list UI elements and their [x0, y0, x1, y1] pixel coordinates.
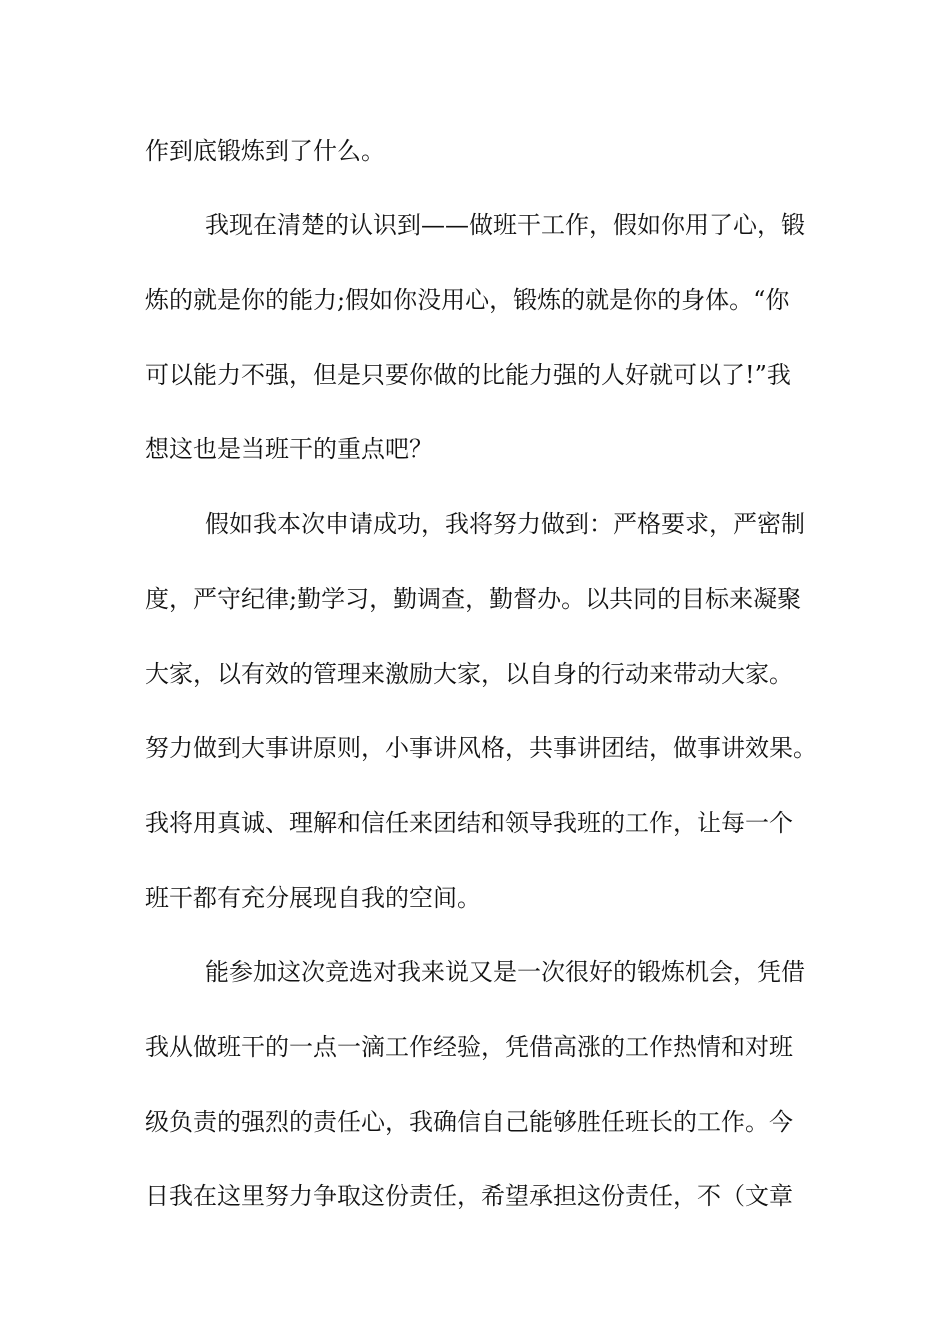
text-line: 度，严守纪律;勤学习，勤调查，勤督办。以共同的目标来凝聚	[145, 585, 802, 613]
text-line: 班干都有充分展现自我的空间。	[145, 884, 481, 912]
text-line: 炼的就是你的能力;假如你没用心，锻炼的就是你的身体。“你	[145, 286, 790, 314]
text-line: 日我在这里努力争取这份责任，希望承担这份责任，不（文章	[145, 1182, 793, 1210]
text-line: 作到底锻炼到了什么。	[145, 137, 385, 165]
paragraph-first-line: 我现在清楚的认识到——做班干工作，假如你用了心，锻	[205, 211, 805, 239]
text-line: 想这也是当班干的重点吧？	[145, 435, 433, 463]
text-line: 大家，以有效的管理来激励大家，以自身的行动来带动大家。	[145, 660, 793, 688]
text-line: 我将用真诚、理解和信任来团结和领导我班的工作，让每一个	[145, 809, 793, 837]
text-line: 级负责的强烈的责任心，我确信自己能够胜任班长的工作。今	[145, 1108, 793, 1136]
paragraph-first-line: 假如我本次申请成功，我将努力做到：严格要求，严密制	[205, 510, 805, 538]
text-line: 努力做到大事讲原则，小事讲风格，共事讲团结，做事讲效果。	[145, 734, 817, 762]
paragraph-first-line: 能参加这次竞选对我来说又是一次很好的锻炼机会，凭借	[205, 958, 805, 986]
text-line: 我从做班干的一点一滴工作经验，凭借高涨的工作热情和对班	[145, 1033, 793, 1061]
text-line: 可以能力不强，但是只要你做的比能力强的人好就可以了!”我	[145, 361, 791, 389]
